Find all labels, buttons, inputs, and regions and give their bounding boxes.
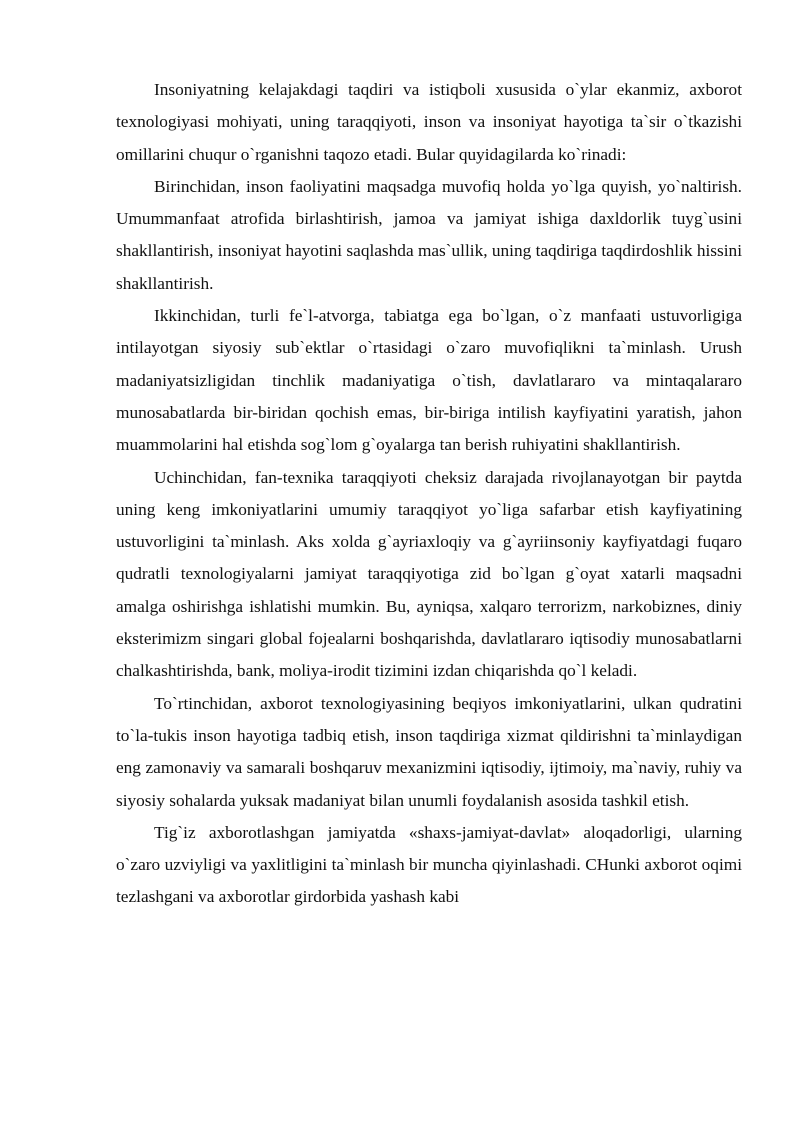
paragraph-fourth: To`rtinchidan, axborot texnologiyasining beqiyos imkoniyatlarini, ulkan qudratini to`la-tukis inson hayotiga tadbiq etish, inson taqdiriga xizmat qildirishni ta`minlaydigan eng zamonaviy va samarali boshqaruv mexanizmini iqtisodiy, ijtimoiy, ma`naviy, ruhiy va siyosiy sohalarda yuksak madaniyat bilan unumli foydalanish asosida tashkil etish.	[116, 693, 742, 810]
paragraph-first: Birinchidan, inson faoliyatini maqsadga muvofiq holda yo`lga quyish, yo`naltirish. Umummanfaat atrofida birlashtirish, jamoa va jamiyat ishiga daxldorlik tuyg`usini shakllantirish, insoniyat hayotini saqlashda mas`ullik, uning taqdiriga taqdirdoshlik hissini shakllantirish.	[116, 176, 742, 293]
paragraph-third: Uchinchidan, fan-texnika taraqqiyoti cheksiz darajada rivojlanayotgan bir paytda uning keng imkoniyatlarini umumiy taraqqiyot yo`liga safarbar etish kayfiyatining ustuvorligini ta`minlash. Aks xolda g`ayriaxloqiy va g`ayriinsoniy kayfiyatdagi fuqaro qudratli texnologiyalarni jamiyat taraqqiyotiga zid bo`lgan g`oyat xatarli maqsadni amalga oshirishga ishlatishi mumkin. Bu, ayniqsa, xalqaro terrorizm, narkobiznes, diniy eksterimizm singari global fojealarni boshqarishda, davlatlararo iqtisodiy munosabatlarni chalkashtirishda, bank, moliya-irodit tizimini izdan chiqarishda qo`l keladi.	[116, 467, 742, 681]
paragraph-closing: Tig`iz axborotlashgan jamiyatda «shaxs-jamiyat-davlat» aloqadorligi, ularning o`zaro uzviyligi va yaxlitligini ta`minlash bir muncha qiyinlashadi. CHunki axborot oqimi tezlashgani va axborotlar girdorbida yashash kabi	[116, 822, 742, 907]
paragraph-second: Ikkinchidan, turli fe`l-atvorga, tabiatga ega bo`lgan, o`z manfaati ustuvorligiga intilayotgan siyosiy sub`ektlar o`rtasidagi o`zaro muvofiqlikni ta`minlash. Urush madaniyatsizligidan tinchlik madaniyatiga o`tish, davlatlararo va mintaqalararo munosabatlarda bir-biridan qochish emas, bir-biriga intilish kayfiyatini yaratish, jahon muammolarini hal etishda sog`lom g`oyalarga tan berish ruhiyatini shakllantirish.	[116, 306, 742, 455]
paragraph-intro: Insoniyatning kelajakdagi taqdiri va istiqboli xususida o`ylar ekanmiz, axborot texnologiyasi mohiyati, uning taraqqiyoti, inson va insoniyat hayotiga ta`sir o`tkazishi omillarini chuqur o`rganishni taqozo etadi. Bular quyidagilarda ko`rinadi:	[116, 80, 742, 164]
document-page	[116, 74, 742, 914]
